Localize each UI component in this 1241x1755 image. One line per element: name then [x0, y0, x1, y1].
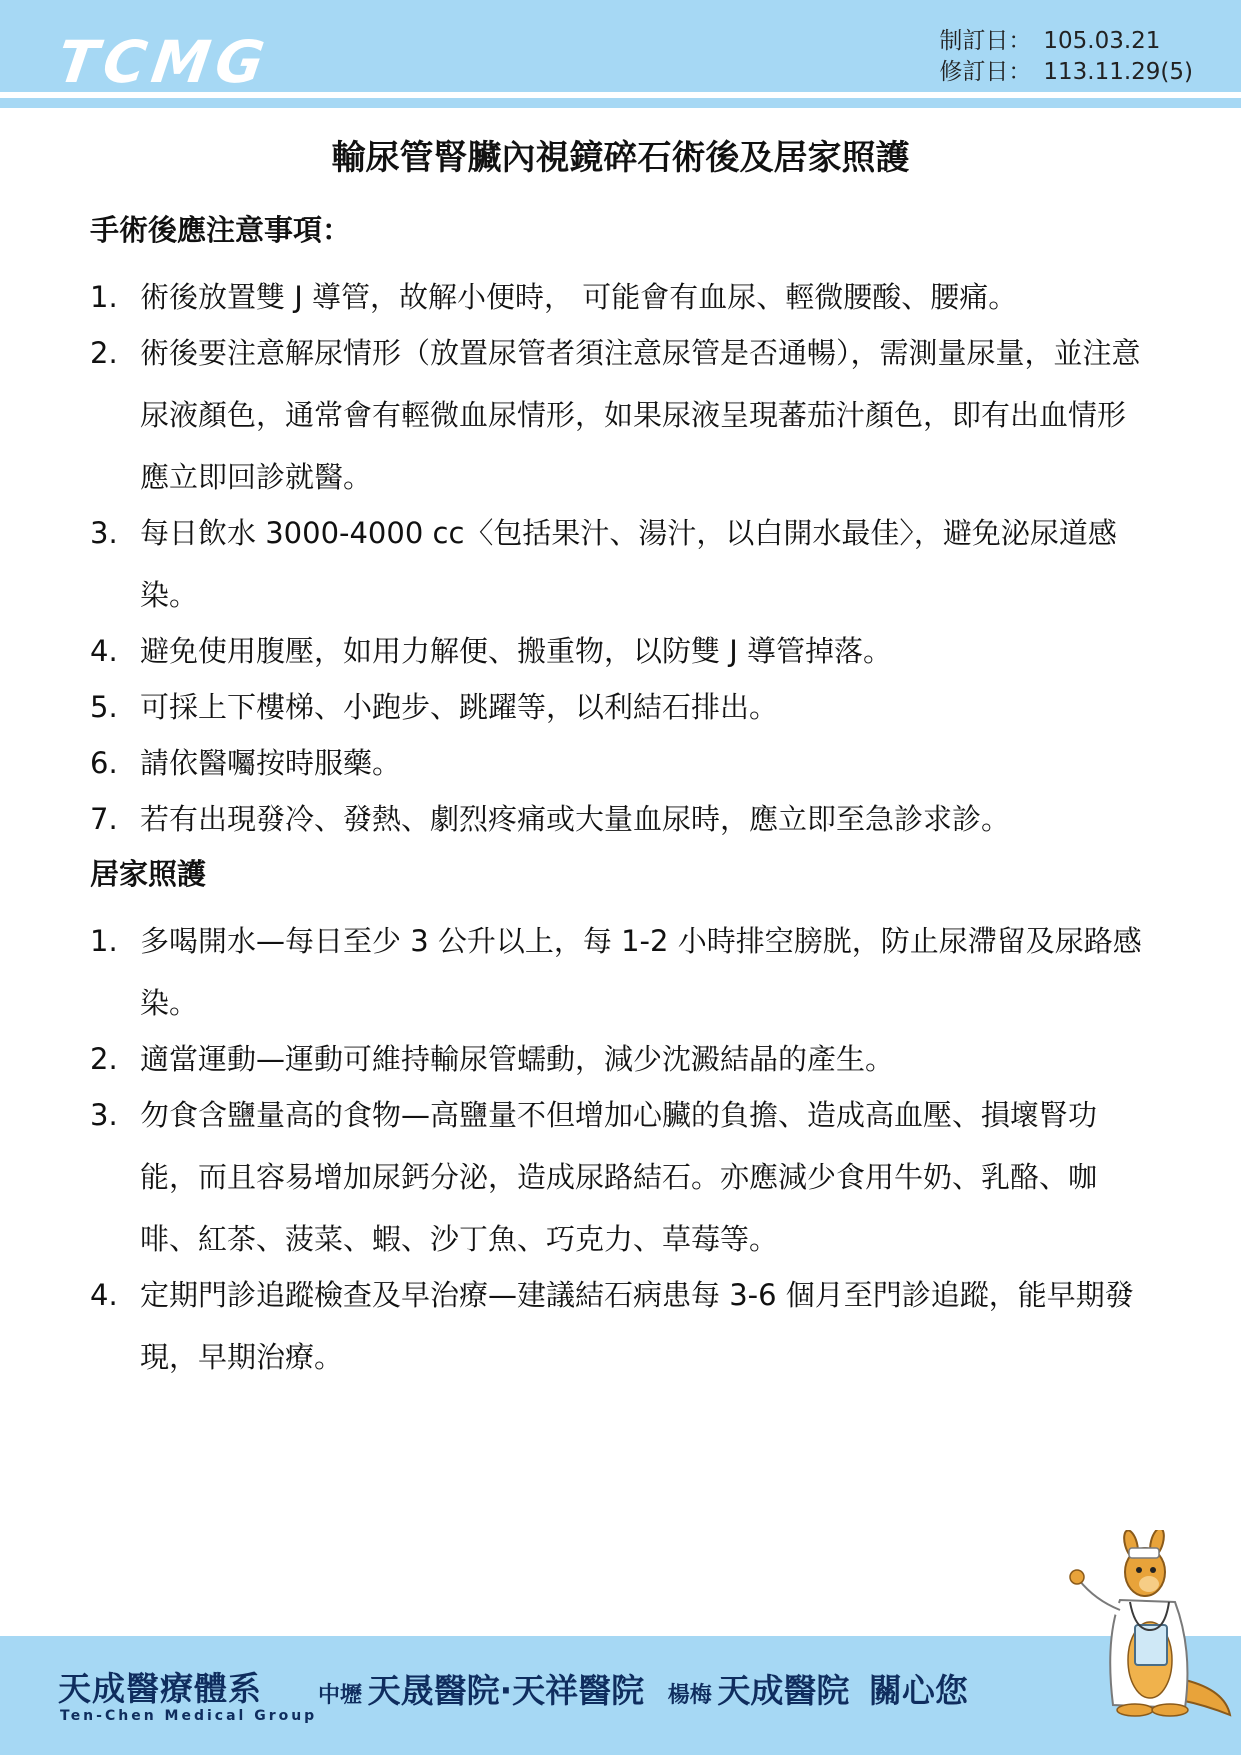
home-care-list: [90, 910, 1150, 1388]
item-text: 適當運動—運動可維持輸尿管蠕動，減少沈澱結晶的產生。: [140, 1042, 895, 1076]
item-text: 請依醫囑按時服藥。: [140, 746, 402, 780]
item-number: 3.: [90, 516, 118, 550]
item-number: 7.: [90, 802, 118, 836]
item-text: 定期門診追蹤檢查及早治療—建議結石病患每 3-6 個月至門診追蹤，能早期發現，早期治療。: [140, 1278, 1134, 1374]
revised-label: 修訂日：: [939, 59, 1032, 85]
list-item: [90, 732, 1150, 794]
hospitals-zhongli: 天晟醫院·天祥醫院: [367, 1671, 645, 1710]
created-label: 制訂日：: [939, 28, 1032, 54]
revised-date: 113.11.29(5): [1043, 59, 1193, 85]
home-care-heading: 居家照護: [90, 857, 207, 891]
item-number: 4.: [90, 634, 118, 668]
item-text: 勿食含鹽量高的食物—高鹽量不但增加心臟的負擔、造成高血壓、損壞腎功能，而且容易增加尿鈣分泌，造成尿路結石。亦應減少食用牛奶、乳酪、咖啡、紅茶、菠菜、蝦、沙丁魚、巧克力、草莓等。: [140, 1098, 1098, 1256]
item-number: 1.: [90, 280, 118, 314]
item-number: 2.: [90, 1042, 118, 1076]
item-number: 4.: [90, 1278, 118, 1312]
list-item: [90, 910, 1150, 1034]
item-text: 術後放置雙 J 導管，故解小便時， 可能會有血尿、輕微腰酸、腰痛。: [140, 280, 1018, 314]
created-date-row: [939, 26, 1193, 57]
item-text: 若有出現發冷、發熱、劇烈疼痛或大量血尿時，應立即至急診求診。: [140, 802, 1011, 836]
list-item: [90, 620, 1150, 682]
list-item: [90, 1028, 1150, 1090]
item-number: 3.: [90, 1098, 118, 1132]
list-item: [90, 788, 1150, 850]
tcmg-logo: TCMG: [53, 28, 275, 96]
item-text: 術後要注意解尿情形（放置尿管者須注意尿管是否通暢），需測量尿量，並注意尿液顏色，通常會有輕微血尿情形，如果尿液呈現蕃茄汁顏色，即有出血情形應立即回診就醫。: [140, 336, 1141, 494]
group-name: 天成醫療體系: [58, 1669, 262, 1708]
item-text: 每日飲水 3000-4000 cc〈包括果汁、湯汁，以白開水最佳〉，避免泌尿道感染。: [140, 516, 1117, 612]
item-text: 避免使用腹壓，如用力解便、搬重物，以防雙 J 導管掉落。: [140, 634, 892, 668]
item-text: 多喝開水—每日至少 3 公升以上，每 1-2 小時排空膀胱，防止尿滯留及尿路感染。: [140, 924, 1142, 1020]
item-number: 2.: [90, 336, 118, 370]
item-number: 6.: [90, 746, 118, 780]
item-number: 5.: [90, 690, 118, 724]
document-body: [90, 210, 1150, 1388]
location-zhongli: 中壢: [318, 1683, 363, 1708]
header-rule: [0, 98, 1241, 108]
list-item: [90, 502, 1150, 626]
page-title: 輸尿管腎臟內視鏡碎石術後及居家照護: [331, 138, 910, 178]
location-yangmei: 楊梅: [667, 1683, 712, 1708]
list-item: [90, 322, 1150, 508]
list-item: [90, 1084, 1150, 1270]
group-name-en: Ten-Chen Medical Group: [60, 1708, 318, 1724]
list-item: [90, 1264, 1150, 1388]
list-item: [90, 676, 1150, 738]
document-dates: [939, 26, 1193, 88]
hospital-names: [318, 1665, 968, 1712]
item-number: 1.: [90, 924, 118, 958]
kangaroo-doctor-mascot-icon: [1065, 1530, 1235, 1720]
slogan: 關心您: [868, 1671, 968, 1710]
item-text: 可採上下樓梯、小跑步、跳躍等，以利結石排出。: [140, 690, 779, 724]
list-item: [90, 266, 1150, 328]
post-op-heading: 手術後應注意事項：: [90, 213, 352, 247]
created-date: 105.03.21: [1043, 28, 1161, 54]
hospital-yangmei: 天成醫院: [717, 1671, 850, 1710]
revised-date-row: [939, 57, 1193, 88]
post-op-list: [90, 266, 1150, 850]
